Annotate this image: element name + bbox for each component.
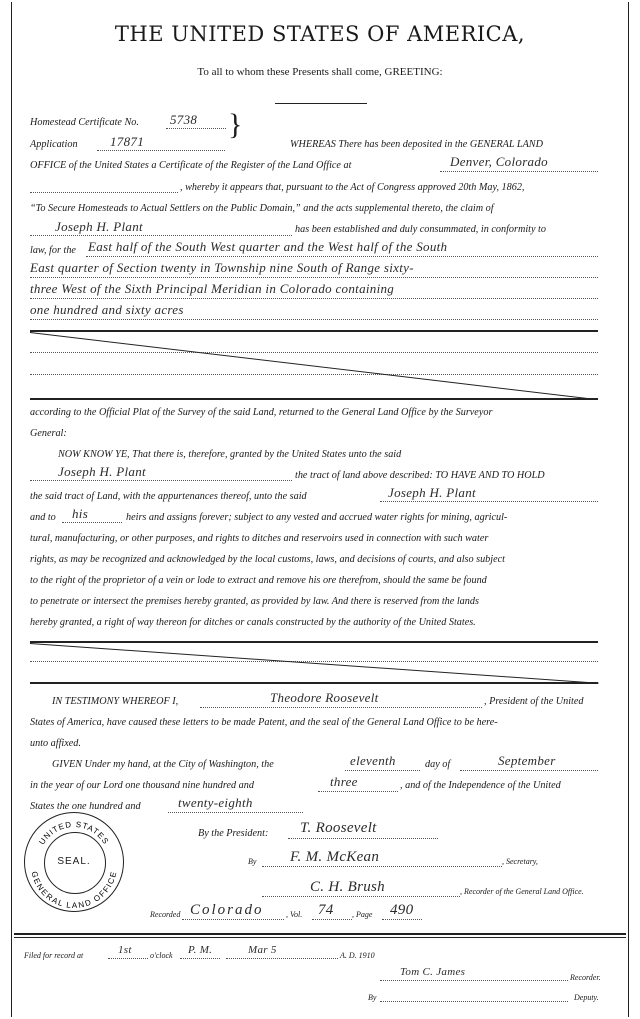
act-line: , whereby it appears that, pursuant to the Act of Congress approved 20th May, 1862, bbox=[180, 182, 525, 193]
pronoun: his bbox=[72, 506, 89, 521]
filing-recorder-label: Recorder. bbox=[570, 973, 601, 982]
testimony-line-2: States of America, have caused these letters to be made Patent, and the seal of the General Land Office to be here- bbox=[30, 717, 498, 728]
by-president-label: By the President: bbox=[198, 828, 269, 839]
given-day: eleventh bbox=[350, 753, 396, 768]
deputy-label: Deputy. bbox=[574, 993, 599, 1002]
year-line: in the year of our Lord one thousand nine hundred and bbox=[30, 780, 254, 791]
office-location: Denver, Colorado bbox=[450, 154, 548, 169]
grantee-name: Joseph H. Plant bbox=[58, 464, 146, 479]
seal-top-text: UNITED STATES bbox=[37, 819, 111, 847]
svg-text:GENERAL LAND OFFICE bbox=[30, 870, 119, 910]
and-to: and to bbox=[30, 512, 56, 523]
heirs-text: heirs and assigns forever; subject to any vested and accrued water rights for mining, agricul- bbox=[126, 512, 508, 523]
tract-text: the tract of land above described: TO HAVE AND TO HOLD bbox=[295, 470, 545, 481]
filed-ampm: P. M. bbox=[188, 944, 213, 956]
rights-text-2: rights, as may be recognized and acknowledged by the local customs, laws, and decisions of courts, and also subject bbox=[30, 554, 505, 565]
page-label: , Page bbox=[352, 910, 373, 919]
volume: 74 bbox=[318, 902, 334, 918]
testimony-line-3: unto affixed. bbox=[30, 738, 81, 749]
filing-divider bbox=[14, 933, 626, 935]
states-line: States the one hundred and bbox=[30, 801, 141, 812]
plat-line: according to the Official Plat of the Survey of the said Land, returned to the General Land Office by the Surveyor bbox=[30, 407, 493, 418]
claimant-name: Joseph H. Plant bbox=[55, 219, 143, 234]
recorder-name: Tom C. James bbox=[400, 966, 466, 978]
page-number: 490 bbox=[390, 902, 414, 918]
oclock-label: o'clock bbox=[150, 951, 173, 960]
now-know-ye: NOW KNOW YE, That there is, therefore, granted by the United States unto the said bbox=[58, 449, 402, 460]
seal bbox=[24, 812, 124, 912]
independence-year: twenty-eighth bbox=[178, 795, 253, 810]
secure-line: “To Secure Homesteads to Actual Settlers on the Public Domain,” and the acts supplemental thereto, the claim of bbox=[30, 203, 494, 214]
application-number: 17871 bbox=[110, 134, 144, 149]
president-signature: T. Roosevelt bbox=[300, 820, 377, 836]
given-text: GIVEN Under my hand, at the City of Washington, the bbox=[52, 759, 274, 770]
testimony-prefix: IN TESTIMONY WHEREOF I, bbox=[52, 696, 179, 707]
recorded-place: Colorado bbox=[190, 902, 264, 918]
page-title: THE UNITED STATES OF AMERICA, bbox=[114, 22, 526, 46]
rights-text-5: hereby granted, a right of way thereon for ditches or canals constructed by the authority of the United States. bbox=[30, 617, 476, 628]
filed-label: Filed for record at bbox=[24, 951, 84, 960]
header-divider bbox=[275, 103, 367, 104]
rights-text-4: to penetrate or intersect the premises hereby granted, as provided by law. And there is reserved from the lands bbox=[30, 596, 479, 607]
recorder-signature: C. H. Brush bbox=[310, 879, 385, 895]
given-year: three bbox=[330, 774, 358, 789]
ad-label: A. D. 1910 bbox=[340, 951, 375, 960]
land-description-4: one hundred and sixty acres bbox=[30, 302, 184, 317]
independence-text: , and of the Independence of the United bbox=[400, 780, 561, 791]
filed-hour: 1st bbox=[118, 944, 132, 956]
land-description-1: East half of the South West quarter and the West half of the South bbox=[88, 239, 448, 254]
office-line: OFFICE of the United States a Certificate of the Register of the Land Office at bbox=[30, 160, 352, 171]
recorder-label: , Recorder of the General Land Office. bbox=[460, 887, 584, 896]
filing-by-label: By bbox=[368, 993, 377, 1002]
vol-label: , Vol. bbox=[286, 910, 303, 919]
grantee-name-2: Joseph H. Plant bbox=[388, 485, 476, 500]
application-label: Application bbox=[30, 139, 78, 150]
homestead-number: 5738 bbox=[170, 112, 198, 127]
president-name: Theodore Roosevelt bbox=[270, 690, 379, 705]
given-month: September bbox=[498, 753, 556, 768]
recorded-label: Recorded bbox=[150, 910, 181, 919]
seal-bottom-text: GENERAL LAND OFFICE bbox=[29, 870, 119, 911]
day-of: day of bbox=[425, 759, 451, 770]
greeting: To all to whom these Presents shall come, GREETING: bbox=[197, 66, 443, 78]
land-description-3: three West of the Sixth Principal Meridian in Colorado containing bbox=[30, 281, 395, 296]
secretary-label: , Secretary, bbox=[502, 857, 538, 866]
established-text: has been established and duly consummated, in conformity to bbox=[295, 224, 546, 235]
testimony-suffix: , President of the United bbox=[484, 696, 584, 707]
rights-text-1: tural, manufacturing, or other purposes, and rights to ditches and reservoirs used in connection with such water bbox=[30, 533, 489, 544]
bracket: } bbox=[228, 108, 243, 141]
homestead-label: Homestead Certificate No. bbox=[30, 117, 139, 128]
hold-line: the said tract of Land, with the appurtenances thereof, unto the said bbox=[30, 491, 307, 502]
whereas-text: WHEREAS There has been deposited in the GENERAL LAND bbox=[290, 139, 543, 150]
law-prefix: law, for the bbox=[30, 245, 76, 256]
filed-date: Mar 5 bbox=[248, 944, 277, 956]
plat-line-2: General: bbox=[30, 428, 67, 439]
seal-center: SEAL. bbox=[57, 856, 91, 867]
by-label: By bbox=[248, 857, 257, 866]
secretary-signature: F. M. McKean bbox=[290, 849, 380, 865]
rights-text-3: to the right of the proprietor of a vein or lode to extract and remove his ore therefrom, should the same be found bbox=[30, 575, 487, 586]
land-description-2: East quarter of Section twenty in Township nine South of Range sixty- bbox=[30, 260, 414, 275]
